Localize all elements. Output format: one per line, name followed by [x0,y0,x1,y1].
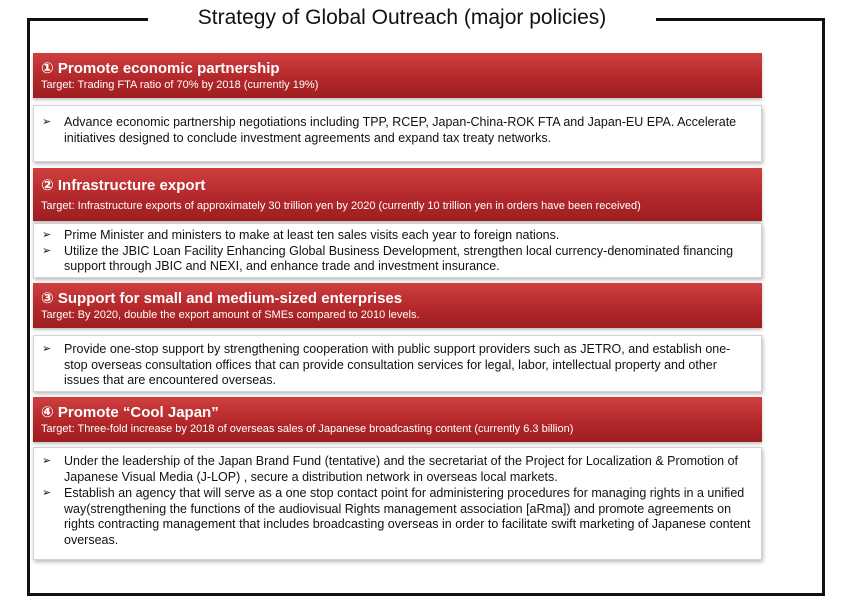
list-item-text: Provide one-stop support by strengthening cooperation with public support providers such as JETRO, and establish one-stop overseas consultation offices that can provide consultation services for legal, labor, intellectual property and other issues that are encountered overseas. [64,342,731,387]
list-item-text: Prime Minister and ministers to make at least ten sales visits each year to foreign nations. [64,228,560,242]
section-target: Target: Trading FTA ratio of 70% by 2018 (currently 19%) [41,79,319,91]
section-heading: ④ Promote “Cool Japan” [41,404,219,421]
section-banner-cool-japan [33,397,762,442]
section-heading: ① Promote economic partnership [41,60,280,77]
section-target: Target: Infrastructure exports of approximately 30 trillion yen by 2020 (currently 10 trillion yen in orders have been received) [41,200,641,212]
section-banner-infrastructure-export [33,168,762,221]
page-title: Strategy of Global Outreach (major policies) [148,1,656,35]
arrow-bullet-icon: ➢ [42,229,52,241]
section-heading: ③ Support for small and medium-sized enterprises [41,290,403,307]
list-item [42,486,751,548]
list-item [42,342,751,389]
list-item [42,228,751,244]
section-content-infrastructure-export [33,223,762,278]
section-heading: ② Infrastructure export [41,177,206,194]
section-target: Target: By 2020, double the export amount of SMEs compared to 2010 levels. [41,309,420,321]
section-content-sme-support [33,335,762,392]
list-item-text: Utilize the JBIC Loan Facility Enhancing Global Business Development, strengthen local currency-denominated financing support through JBIC and NEXI, and enhance trade and investment insurance. [64,243,734,273]
arrow-bullet-icon: ➢ [42,244,52,257]
list-item-text: Advance economic partnership negotiations including TPP, RCEP, Japan-China-ROK FTA and Japan-EU EPA. Accelerate initiatives designed to conclude investment agreements and expand tax treaty networks. [64,115,737,145]
section-content-cool-japan [33,447,762,560]
section-banner-economic-partnership [33,53,762,98]
list-item-text: Under the leadership of the Japan Brand Fund (tentative) and the secretariat of the Project for Localization & Promotion of Japanese Visual Media (J-LOP) , secure a distribution network in overseas local markets. [64,454,738,484]
list-item [42,244,751,275]
list-item [42,454,751,485]
arrow-bullet-icon: ➢ [42,116,52,128]
arrow-bullet-icon: ➢ [42,455,52,467]
section-target: Target: Three-fold increase by 2018 of overseas sales of Japanese broadcasting content (currently 6.3 billion) [41,423,574,435]
arrow-bullet-icon: ➢ [42,343,52,355]
list-item-text: Establish an agency that will serve as a one stop contact point for administering procedures for managing rights in a unified way(strengthening the functions of the audiovisual Rights management association [aRma]) and promote agreements on rights contracting management that includes broadcasting overseas in order to facilitate swift marketing of Japanese content overseas. [64,486,751,547]
list-item [42,115,751,146]
arrow-bullet-icon: ➢ [42,487,52,499]
section-content-economic-partnership [33,105,762,162]
section-banner-sme-support [33,283,762,328]
